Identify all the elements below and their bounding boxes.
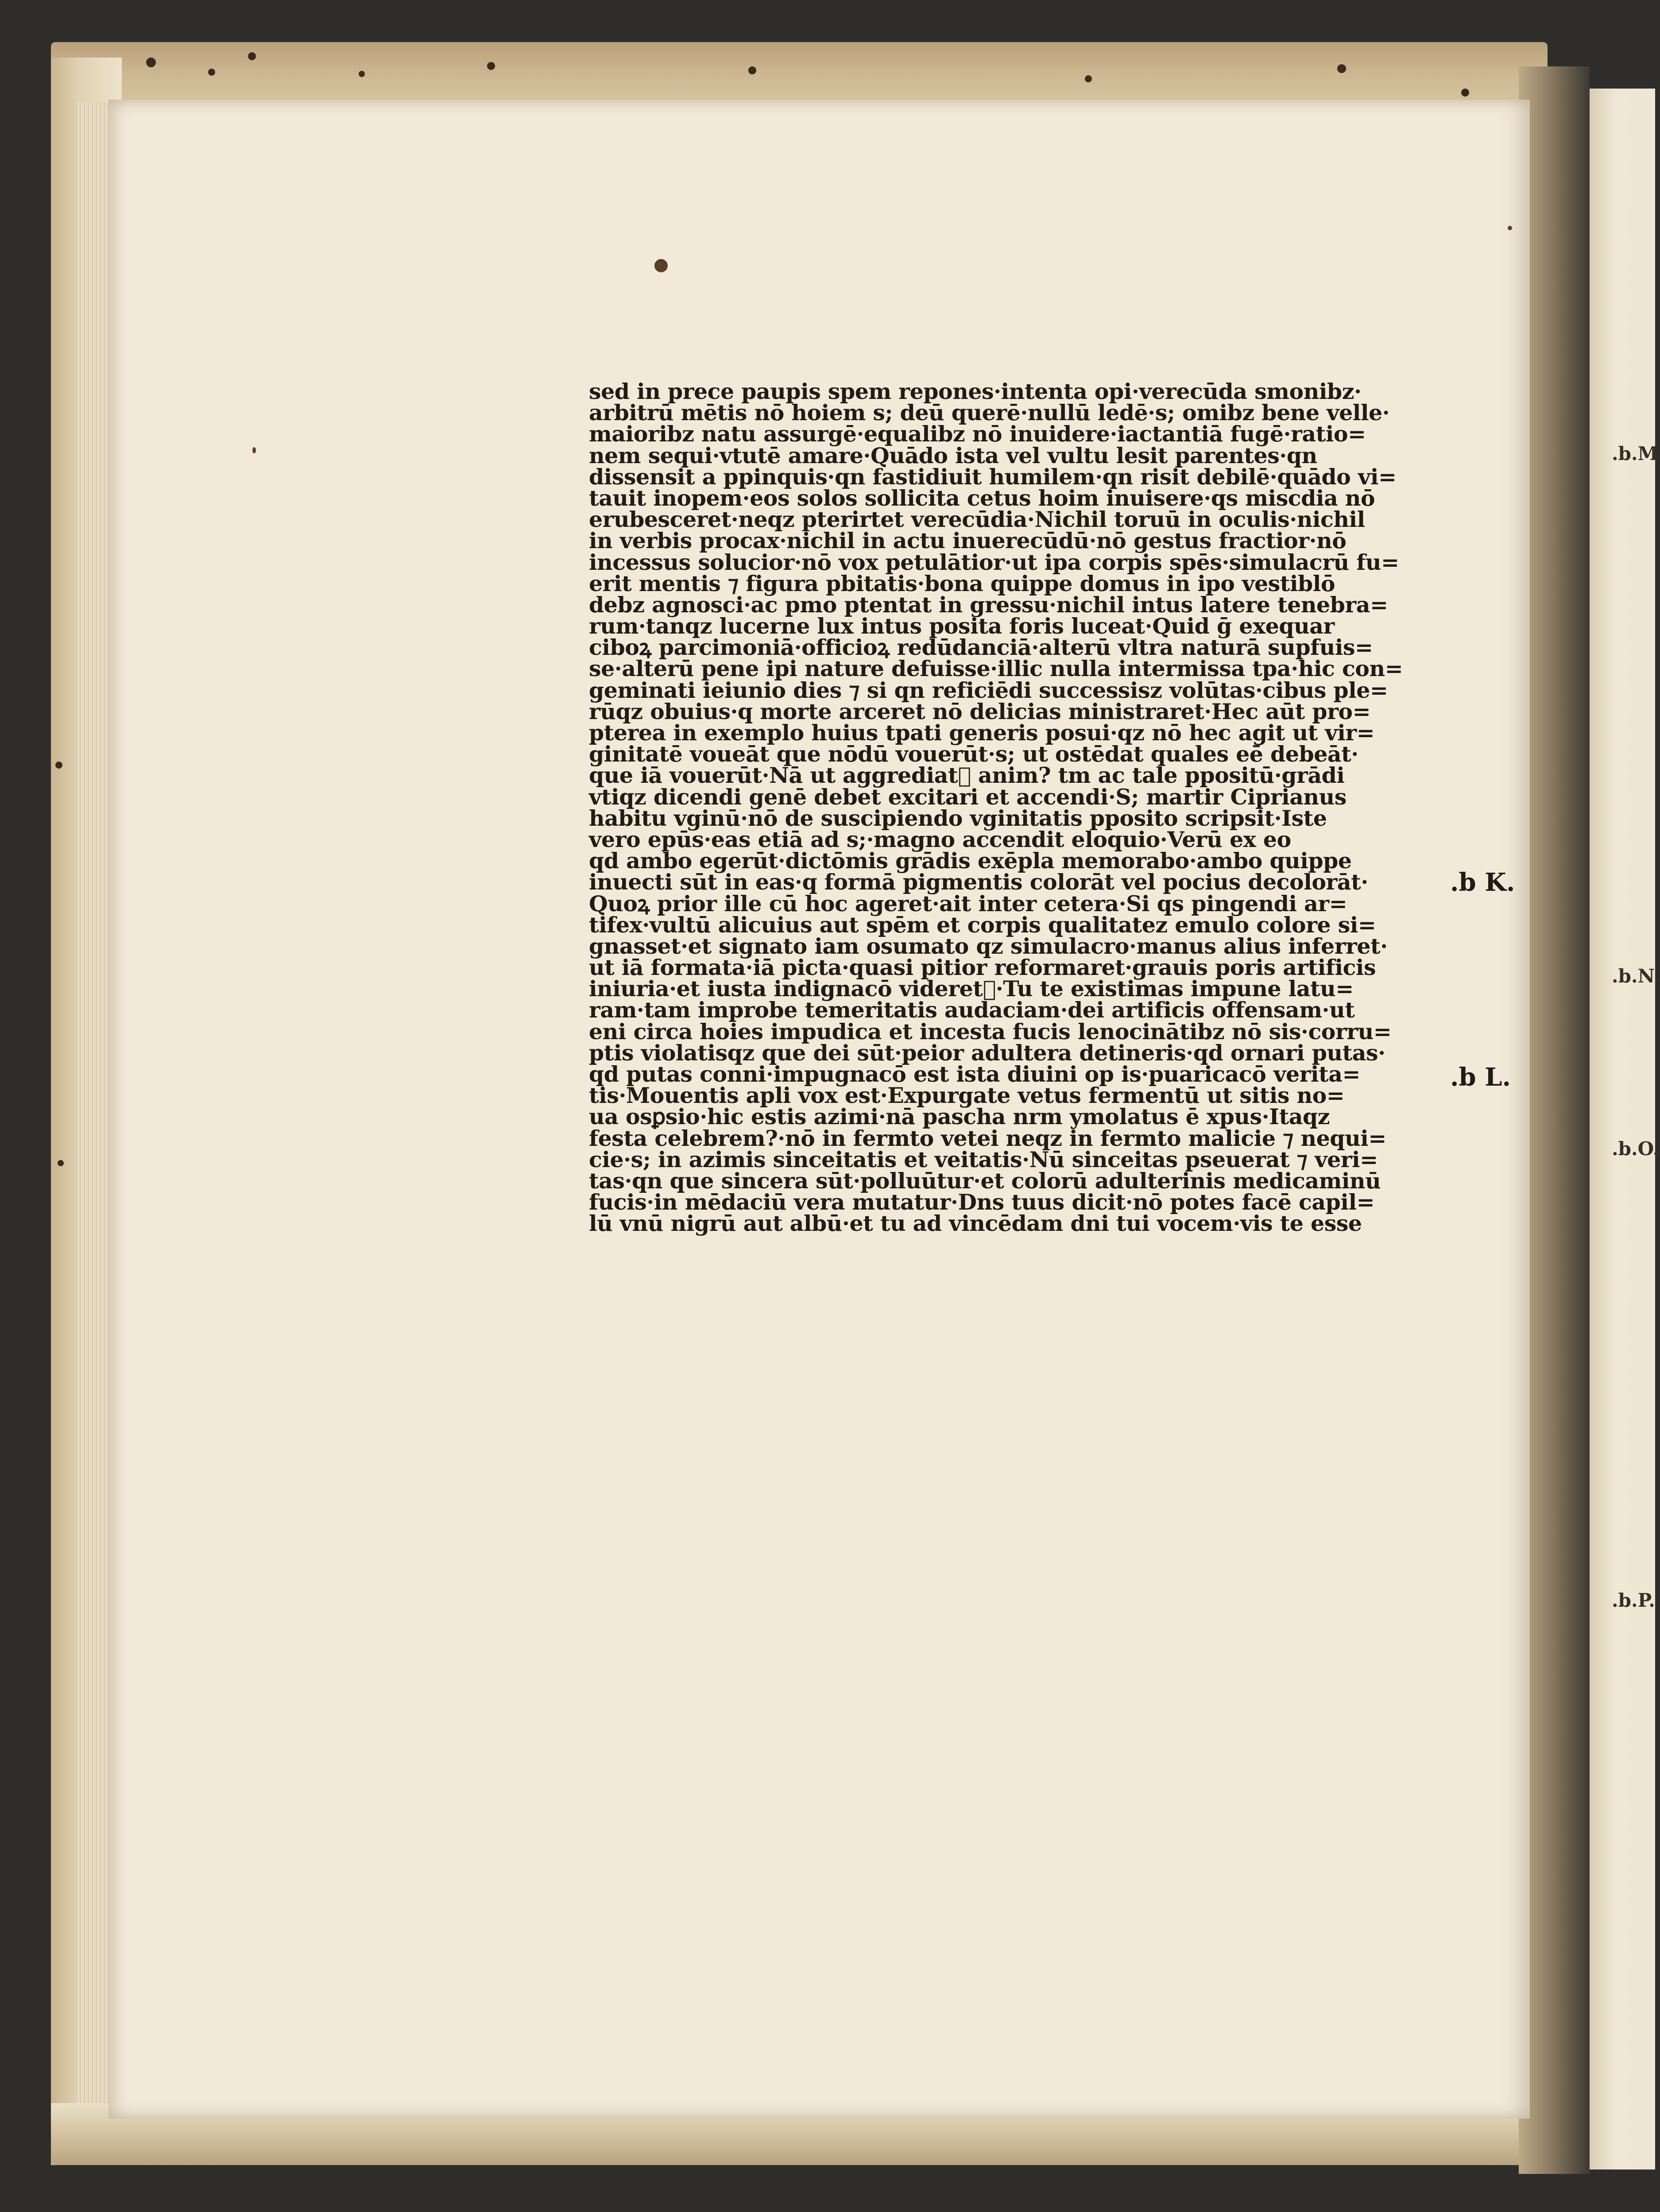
text-line: que iā vouerūt·Nā ut aggrediatᷓ anim? tm ac tale ppositū·grādi — [589, 762, 1345, 789]
wormhole-mark — [748, 66, 756, 74]
text-line: vtiqz dicendi genē debet excitari et accendi·S; martir Ciprianus — [589, 784, 1347, 810]
text-line: qd ambo egerūt·dictōmis grādis exēpla memorabo·ambo quippe — [589, 848, 1352, 874]
ink-speck — [654, 259, 668, 272]
ink-speck — [252, 447, 256, 453]
text-line: lū vnū nigrū aut albū·et tu ad vincēdam dni tui vocem·vis te esse — [589, 1210, 1362, 1237]
facing-margin-note-m: .b.M — [1612, 443, 1659, 464]
text-line: qd putas conni·impugnacō est ista diuini op is·puaricacō verita= — [589, 1061, 1361, 1087]
text-line: pterea in exemplo huius tpati generis posui·qz nō hec agit ut vir= — [589, 720, 1375, 746]
margin-note-l: .b L. — [1450, 1063, 1511, 1092]
text-line: tauit inopem·eos solos sollicita cetus hoim inuisere·qs miscdia nō — [589, 485, 1375, 511]
facing-margin-note-o: .b.O. — [1612, 1138, 1660, 1160]
text-line: fucis·in mēdaciū vera mutatur·Dns tuus dicit·nō potes facē capil= — [589, 1189, 1375, 1215]
text-line: ram·tam improbe temeritatis audaciam·dei artificis offensam·ut — [589, 997, 1355, 1023]
wormhole-mark — [55, 762, 62, 769]
text-line: tis·Mouentis apli vox est·Expurgate vetus fermentū ut sitis no= — [589, 1083, 1345, 1109]
text-line: erit mentis ⁊ figura pbitatis·bona quippe domus in ipo vestiblō — [589, 570, 1335, 596]
text-line: ut iā formata·iā picta·quasi pitior reformaret·grauis poris artificis — [589, 955, 1376, 981]
text-line: ciboꝝ parcimoniā·officioꝝ redūdanciā·alterū vltra naturā supfuis= — [589, 634, 1373, 661]
wormhole-mark — [1337, 64, 1346, 73]
text-line: arbitrū mētis nō hoiem s; deū querē·nullū ledē·s; omibz bene velle· — [589, 400, 1390, 426]
text-line: gnasset·et signato iam osumato qz simulacro·manus alius inferret· — [589, 933, 1388, 959]
ink-speck — [1508, 226, 1512, 230]
text-line: habitu vginū·nō de suscipiendo vginitatis pposito scripsit·Iste — [589, 805, 1327, 831]
wormhole-mark — [1085, 75, 1092, 82]
text-line: tifex·vultū alicuius aut spēm et corpis qualitatez emulo colore si= — [589, 912, 1376, 938]
text-line: rūqz obuius·q morte arceret nō delicias ministraret·Hec aūt pro= — [589, 698, 1371, 724]
wormhole-mark — [146, 58, 156, 67]
wormhole-mark — [1461, 89, 1469, 97]
wormhole-mark — [487, 62, 495, 70]
text-line: debz agnosci·ac pmo ptentat in gressu·nichil intus latere tenebra= — [589, 592, 1388, 618]
text-line: geminati ieiunio dies ⁊ si qn reficiēdi successisz volūtas·cibus ple= — [589, 677, 1388, 703]
text-line: incessus solucior·nō vox petulātior·ut ipa corpis spēs·simulacrū fu= — [589, 549, 1399, 575]
text-line: festa celebrem?·nō in fermto vetei neqz in fermto malicie ⁊ nequi= — [589, 1125, 1386, 1151]
facing-page-edge — [1590, 89, 1655, 2169]
text-line: Quoꝝ prior ille cū hoc ageret·ait inter cetera·Si qs pingendi ar= — [589, 890, 1347, 917]
text-line: ginitatē voueāt que nōdū vouerūt·s; ut ostēdat quales eē debeāt· — [589, 741, 1358, 767]
text-line: maioribz natu assurgē·equalibz nō inuidere·iactantiā fugē·ratio= — [589, 421, 1366, 447]
text-line: vero epūs·eas etiā ad s;·magno accendit eloquio·Verū ex eo — [589, 826, 1291, 852]
text-line: cie·s; in azimis sinceitatis et veitatis·Nū sinceitas pseuerat ⁊ veri= — [589, 1146, 1378, 1172]
margin-note-k: .b K. — [1450, 868, 1515, 897]
text-line: se·alterū pene ipi nature defuisse·illic nulla intermissa tpa·hic con= — [589, 656, 1403, 682]
printed-text-column — [589, 379, 1421, 1237]
text-line: eni circa hoies impudica et incesta fucis lenocinātibz nō sis·corru= — [589, 1018, 1392, 1044]
text-line: iniuria·et iusta indignacō videretᷓ·Tu te existimas impune latu= — [589, 976, 1354, 1002]
wormhole-mark — [58, 1160, 64, 1166]
text-line: tas·qn que sincera sūt·polluūtur·et colorū adulterinis medicaminū — [589, 1168, 1381, 1194]
wormhole-mark — [359, 71, 365, 77]
text-line: sed in prece paupis spem repones·intenta opi·verecūda smonibz· — [589, 379, 1362, 404]
text-line: ua osꝑsio·hic estis azimi·nā pascha nrm ymolatus ē xpus·Itaqz — [589, 1104, 1330, 1130]
text-line: dissensit a ppinquis·qn fastidiuit humilem·qn risit debilē·quādo vi= — [589, 464, 1397, 490]
facing-margin-note-p: .b.P. — [1612, 1589, 1655, 1611]
text-line: inuecti sūt in eas·q formā pigmentis colorāt vel pocius decolorāt· — [589, 869, 1368, 895]
text-line: rum·tanqz lucerne lux intus posita foris luceat·Quid ḡ exequar — [589, 613, 1335, 639]
text-line: nem sequi·vtutē amare·Quādo ista vel vultu lesit parentes·qn — [589, 442, 1317, 468]
text-line: erubesceret·neqz pterirtet verecūdia·Nichil toruū in oculis·nichil — [589, 507, 1365, 533]
text-line: in verbis procax·nichil in actu inuerecūdū·nō gestus fractior·nō — [589, 528, 1347, 554]
facing-margin-note-n: .b.N. — [1612, 965, 1660, 987]
wormhole-mark — [208, 69, 215, 76]
wormhole-mark — [248, 52, 256, 60]
text-line: ptis violatisqz que dei sūt·peior adultera detineris·qd ornari putas· — [589, 1040, 1385, 1066]
